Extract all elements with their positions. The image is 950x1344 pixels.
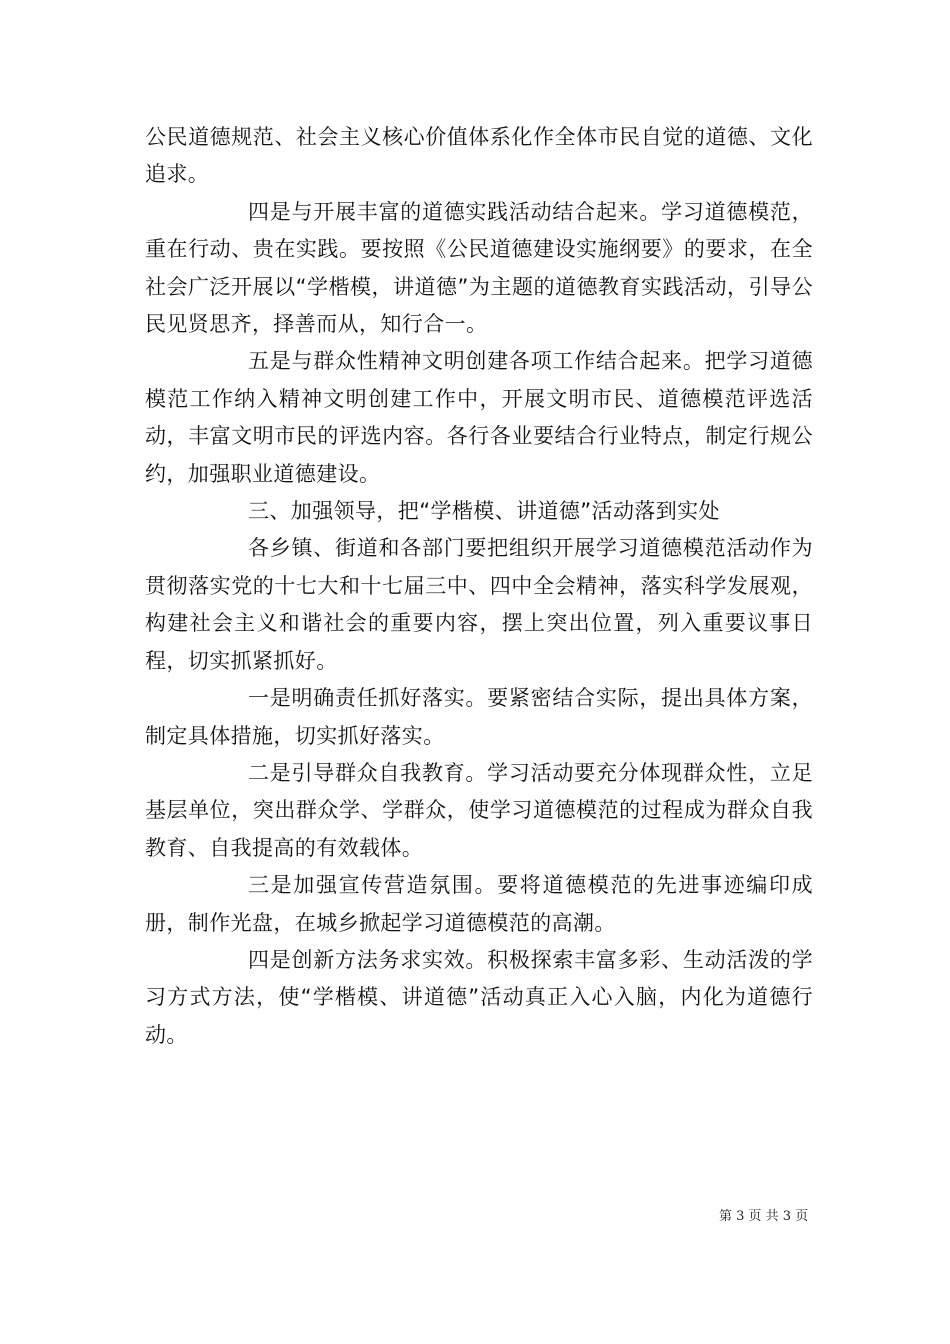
- paragraph-item-one: 一是明确责任抓好落实。要紧密结合实际，提出具体方案，制定具体措施，切实抓好落实。: [145, 686, 813, 748]
- section-heading-three: 三、加强领导，把“学楷模、讲道德”活动落到实处: [248, 499, 720, 524]
- paragraph-item-four: 四是创新方法务求实效。积极探索丰富多彩、生动活泼的学习方式方法，使“学楷模、讲道德”活动真正入心入脑，内化为道德行动。: [145, 947, 813, 1047]
- paragraph-item-two: 二是引导群众自我教育。学习活动要充分体现群众性，立足基层单位，突出群众学、学群众，使学习道德模范的过程成为群众自我教育、自我提高的有效载体。: [145, 760, 813, 860]
- paragraph-section-intro: 各乡镇、街道和各部门要把组织开展学习道德模范活动作为贯彻落实党的十七大和十七届三中、四中全会精神，落实科学发展观，构建社会主义和谐社会的重要内容，摆上突出位置，列入重要议事日程，切实抓紧抓好。: [145, 536, 813, 673]
- paragraph-item-three: 三是加强宣传营造氛围。要将道德模范的先进事迹编印成册，制作光盘，在城乡掀起学习道德模范的高潮。: [145, 873, 813, 935]
- paragraph-point-four: 四是与开展丰富的道德实践活动结合起来。学习道德模范，重在行动、贵在实践。要按照《公民道德建设实施纲要》的要求，在全社会广泛开展以“学楷模，讲道德”为主题的道德教育实践活动，引导公民见贤思齐，择善而从，知行合一。: [145, 199, 813, 337]
- paragraph-continuation: 公民道德规范、社会主义核心价值体系化作全体市民自觉的道德、文化追求。: [145, 125, 813, 187]
- page-number: 第 3 页 共 3 页: [719, 1209, 809, 1224]
- document-body: [145, 119, 813, 1054]
- paragraph-point-five: 五是与群众性精神文明创建各项工作结合起来。把学习道德模范工作纳入精神文明创建工作中，开展文明市民、道德模范评选活动，丰富文明市民的评选内容。各行各业要结合行业特点，制定行规公约，加强职业道德建设。: [145, 349, 813, 486]
